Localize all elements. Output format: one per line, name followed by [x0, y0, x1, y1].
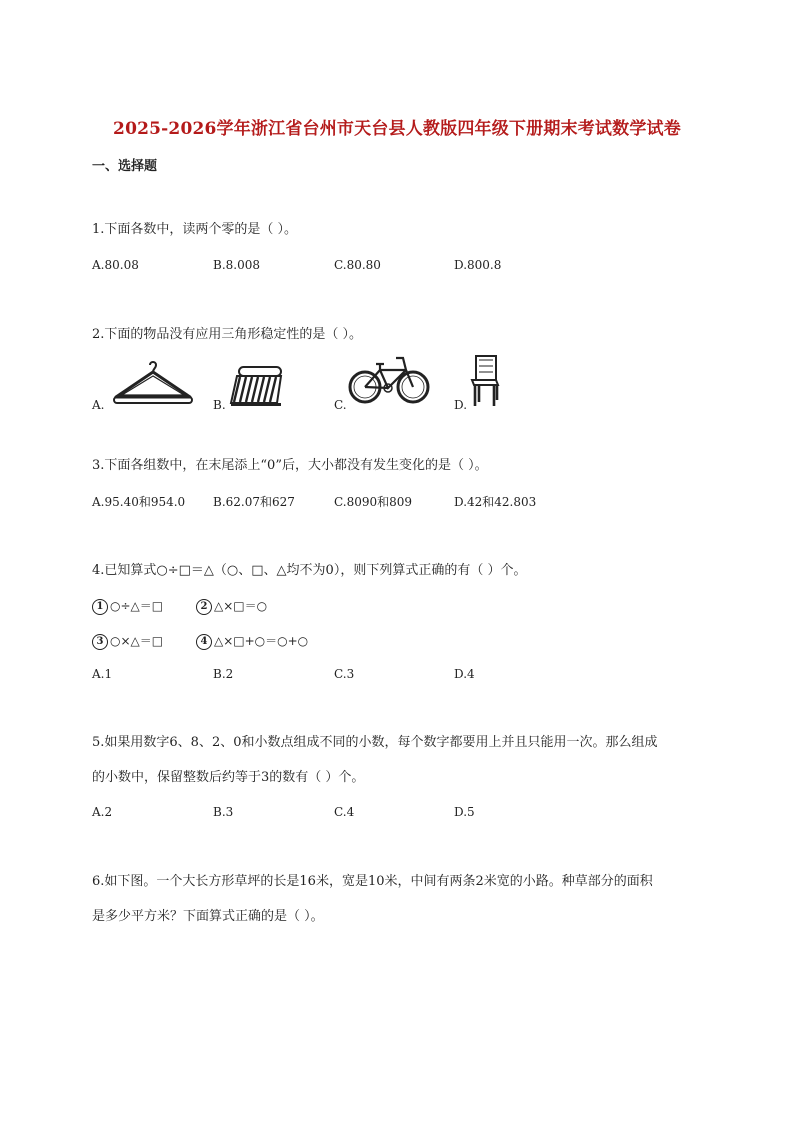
question-5-option-a[interactable]: A.2 [92, 805, 113, 819]
question-4-option-b[interactable]: B.2 [213, 667, 234, 681]
exam-title: 2025-2026学年浙江省台州市天台县人教版四年级下册期末考试数学试卷 [113, 119, 681, 139]
circled-number: 4 [196, 634, 212, 650]
question-3-option-d[interactable]: D.42和42.803 [454, 495, 537, 509]
statement-text: ○÷△＝□ [110, 599, 164, 613]
circled-number: 2 [196, 599, 212, 615]
circled-number: 3 [92, 634, 108, 650]
question-4-option-d[interactable]: D.4 [454, 667, 475, 681]
question-5-option-b[interactable]: B.3 [213, 805, 234, 819]
question-4-stem: 4.已知算式○÷□＝△（○、□、△均不为0），则下列算式正确的有（ ）个。 [92, 563, 527, 578]
question-1-option-c[interactable]: C.80.80 [334, 258, 381, 272]
question-3-option-c[interactable]: C.8090和809 [334, 495, 413, 509]
question-1-stem: 1.下面各数中，读两个零的是（ ）。 [92, 222, 298, 237]
solar-water-heater-icon [229, 363, 285, 407]
question-6-stem-line-2: 是多少平方米？下面算式正确的是（ ）。 [92, 909, 324, 924]
question-4-statement-1 [92, 597, 163, 615]
question-3-option-a[interactable]: A.95.40和954.0 [92, 495, 186, 509]
clothes-hanger-icon [112, 359, 194, 405]
question-4-option-a[interactable]: A.1 [92, 667, 113, 681]
question-2-option-c[interactable] [334, 350, 444, 412]
question-2-option-a-label: A. [92, 398, 105, 412]
question-1-option-d[interactable]: D.800.8 [454, 258, 502, 272]
question-5-stem-line-1: 5.如果用数字6、8、2、0和小数点组成不同的小数，每个数字都要用上并且只能用一次。那么组成 [92, 735, 658, 750]
question-1-option-b[interactable]: B.8.008 [213, 258, 260, 272]
question-4-statement-3 [92, 632, 163, 650]
question-5-option-d[interactable]: D.5 [454, 805, 475, 819]
question-4-statement-2 [196, 597, 267, 615]
question-3-stem: 3.下面各组数中，在末尾添上“0”后，大小都没有发生变化的是（ ）。 [92, 458, 488, 473]
question-5-stem-line-2: 的小数中，保留整数后约等于3的数有（ ）个。 [92, 770, 365, 785]
circled-number: 1 [92, 599, 108, 615]
question-4-option-c[interactable]: C.3 [334, 667, 355, 681]
section-heading: 一、选择题 [92, 159, 158, 174]
chair-icon [470, 354, 500, 408]
question-6-stem-line-1: 6.如下图。一个大长方形草坪的长是16米，宽是10米，中间有两条2米宽的小路。种草部分的面积 [92, 874, 653, 889]
question-2-option-d[interactable] [454, 352, 534, 412]
question-3-option-b[interactable]: B.62.07和627 [213, 495, 295, 509]
statement-text: △×□＝○ [214, 599, 268, 613]
question-4-statement-4 [196, 632, 308, 650]
question-2-option-c-label: C. [334, 398, 347, 412]
question-2-option-b[interactable] [213, 355, 323, 412]
bicycle-icon [348, 352, 430, 406]
question-1-option-a[interactable]: A.80.08 [92, 258, 139, 272]
question-2-stem: 2.下面的物品没有应用三角形稳定性的是（ ）。 [92, 327, 363, 342]
question-2-option-b-label: B. [213, 398, 226, 412]
question-2-option-a[interactable] [92, 355, 202, 412]
statement-text: △×□+○＝○+○ [214, 634, 309, 648]
statement-text: ○×△＝□ [110, 634, 164, 648]
question-2-option-d-label: D. [454, 398, 468, 412]
question-5-option-c[interactable]: C.4 [334, 805, 355, 819]
